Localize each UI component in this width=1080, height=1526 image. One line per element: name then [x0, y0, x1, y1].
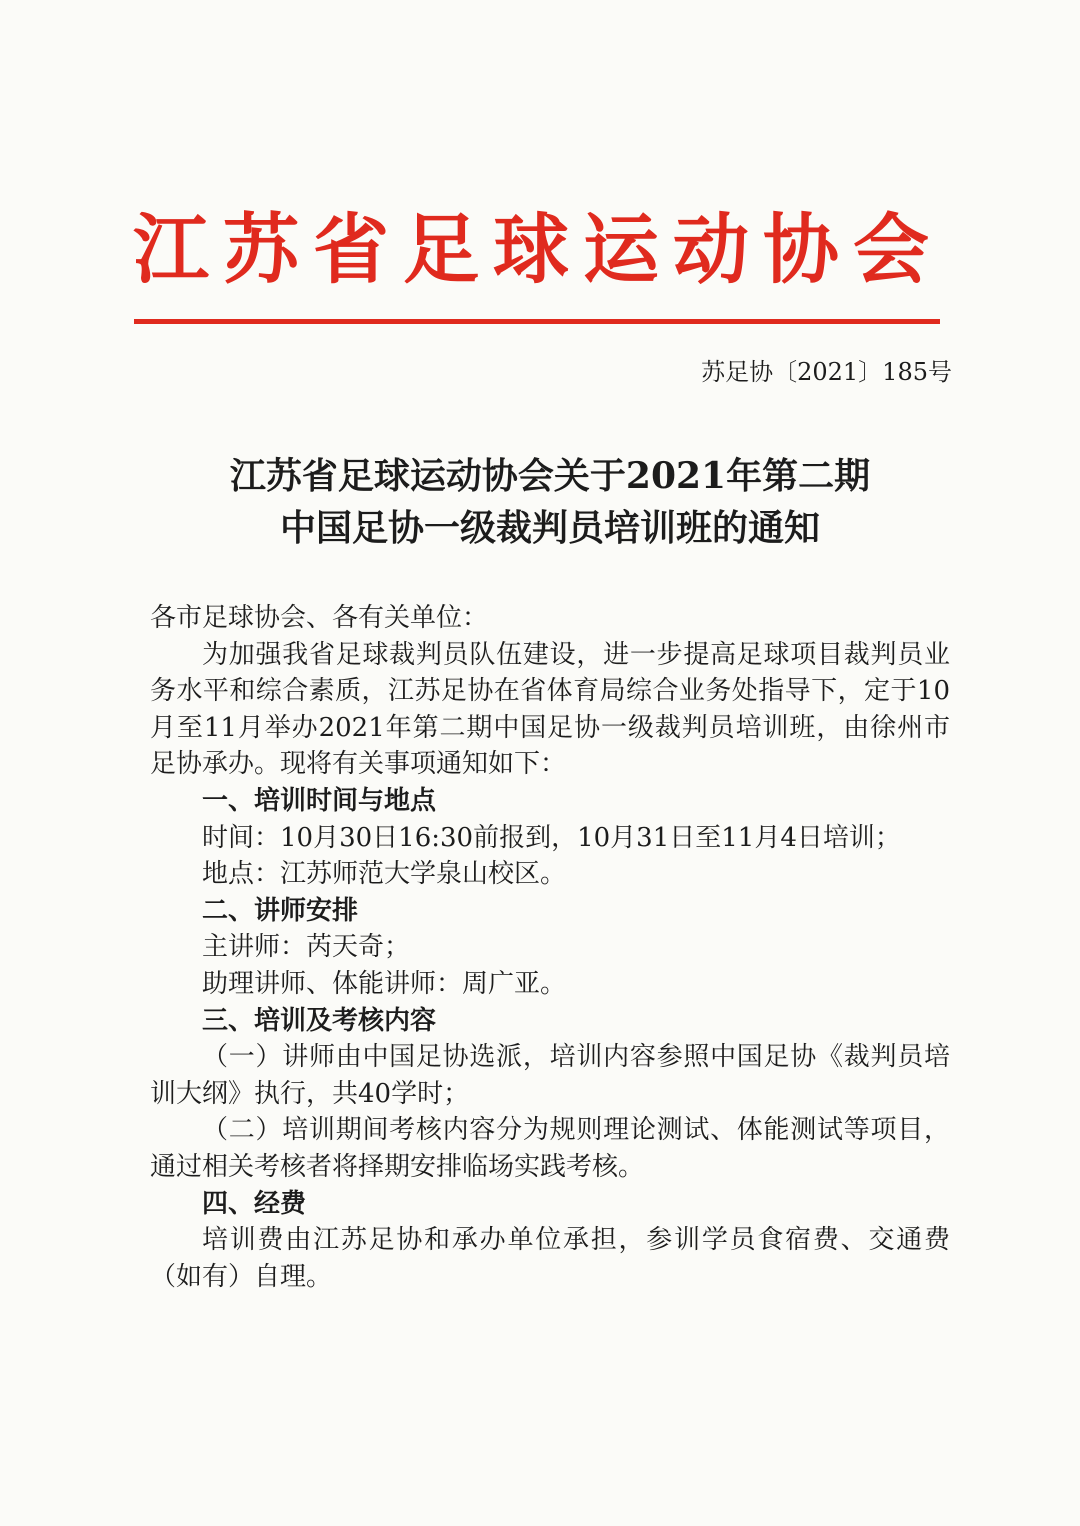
document-title [150, 450, 950, 554]
section-1-heading: 一、培训时间与地点 [202, 785, 437, 816]
assistant-instructor: 助理讲师、体能讲师：周广亚。 [202, 968, 567, 999]
training-location: 地点：江苏师范大学泉山校区。 [202, 859, 567, 890]
fees-paragraph: 培训费由江苏足协和承办单位承担，参训学员食宿费、交通费（如有）自理。 [150, 1225, 950, 1292]
section-3-heading: 三、培训及考核内容 [202, 1005, 437, 1036]
section-4-heading: 四、经费 [202, 1188, 307, 1219]
salutation: 各市足球协会、各有关单位： [150, 603, 489, 633]
title-line-2: 中国足协一级裁判员培训班的通知 [279, 507, 820, 549]
red-divider [134, 319, 940, 324]
title-line-1: 江苏省足球运动协会关于2021年第二期 [229, 455, 871, 497]
content-item-2: （二）培训期间考核内容分为规则理论测试、体能测试等项目，通过相关考核者将择期安排临场实践考核。 [150, 1115, 950, 1182]
content-item-1: （一）讲师由中国足协选派，培训内容参照中国足协《裁判员培训大纲》执行，共40学时； [150, 1042, 950, 1109]
document-body [150, 600, 950, 1295]
section-2-heading: 二、讲师安排 [202, 895, 359, 926]
training-time: 时间：10月30日16:30前报到，10月31日至11月4日培训； [202, 822, 901, 853]
intro-paragraph: 为加强我省足球裁判员队伍建设，进一步提高足球项目裁判员业务水平和综合素质，江苏足协在省体育局综合业务处指导下，定于10月至11月举办2021年第二期中国足协一级裁判员培训班，由徐州市足协承办。现将有关事项通知如下： [150, 639, 950, 780]
document-number: 苏足协〔2021〕185号 [701, 358, 952, 386]
lead-instructor: 主讲师：芮天奇； [202, 932, 411, 963]
organization-header: 江苏省足球运动协会 [133, 205, 943, 294]
